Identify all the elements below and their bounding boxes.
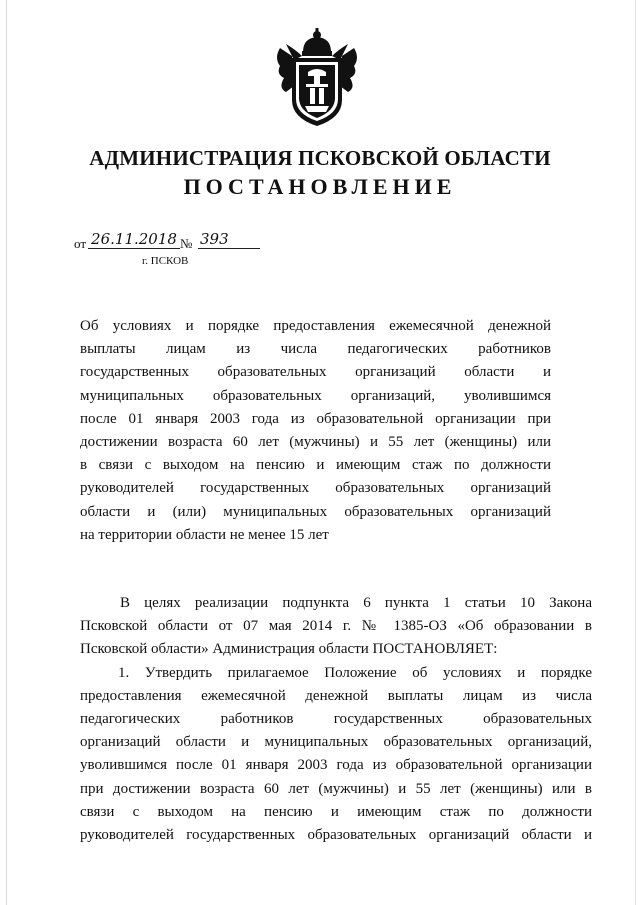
title-line: выплаты лицам из числа педагогических работников	[80, 341, 551, 358]
city-label: г. ПСКОВ	[142, 255, 189, 267]
resolution-body	[80, 592, 592, 847]
body-line: руководителей государственных образовательных организаций области и	[80, 826, 592, 843]
document-date: 26.11.2018	[88, 230, 180, 249]
number-label: №	[180, 236, 193, 251]
date-number-line	[74, 230, 264, 252]
body-line: уволившимся после 01 января 2003 года из образовательной организации	[80, 757, 592, 774]
title-line: области и (или) муниципальных образовательных организаций	[80, 503, 551, 520]
body-line: организаций области и муниципальных образовательных организаций,	[80, 734, 592, 751]
document-type-heading: ПОСТАНОВЛЕНИЕ	[183, 174, 457, 199]
body-line: Псковской области от 07 мая 2014 г. № 1385-ОЗ «Об образовании в	[80, 618, 592, 635]
resolution-title	[80, 315, 551, 547]
title-line: в связи с выходом на пенсию и имеющим стаж по должности	[80, 457, 551, 474]
body-line: Псковской области» Администрация области ПОСТАНОВЛЯЕТ:	[80, 641, 498, 658]
body-line: предоставления ежемесячной денежной выплаты лицам из числа	[80, 687, 592, 704]
title-line: на территории области не менее 15 лет	[80, 526, 329, 543]
body-line: 1. Утвердить прилагаемое Положение об условиях и порядке	[118, 664, 592, 681]
organization-title: АДМИНИСТРАЦИЯ ПСКОВСКОЙ ОБЛАСТИ	[89, 146, 551, 170]
body-line: связи с выходом на пенсию и имеющим стаж по должности	[80, 803, 592, 820]
date-prefix: от	[74, 236, 87, 251]
title-line: руководителей государственных образовательных организаций	[80, 480, 551, 497]
scan-edge-right	[635, 0, 636, 905]
title-line: достижении возраста 60 лет (мужчины) и 55 лет (женщины) или	[80, 433, 551, 450]
pskov-coat-of-arms-icon	[272, 26, 362, 128]
title-line: после 01 января 2003 года из образовательной организации при	[80, 410, 551, 427]
title-line: Об условиях и порядке предоставления ежемесячной денежной	[80, 318, 551, 334]
document-number: 393	[198, 230, 260, 249]
body-line: педагогических работников государственных образовательных	[80, 710, 592, 727]
scan-edge-left	[6, 0, 7, 905]
body-line: при достижении возраста 60 лет (мужчины) и 55 лет (женщины) или в	[80, 780, 592, 797]
title-line: муниципальных образовательных организаций, уволившимся	[80, 387, 551, 404]
title-line: государственных образовательных организаций области и	[80, 364, 551, 381]
body-line: В целях реализации подпункта 6 пункта 1 статьи 10 Закона	[120, 595, 592, 611]
